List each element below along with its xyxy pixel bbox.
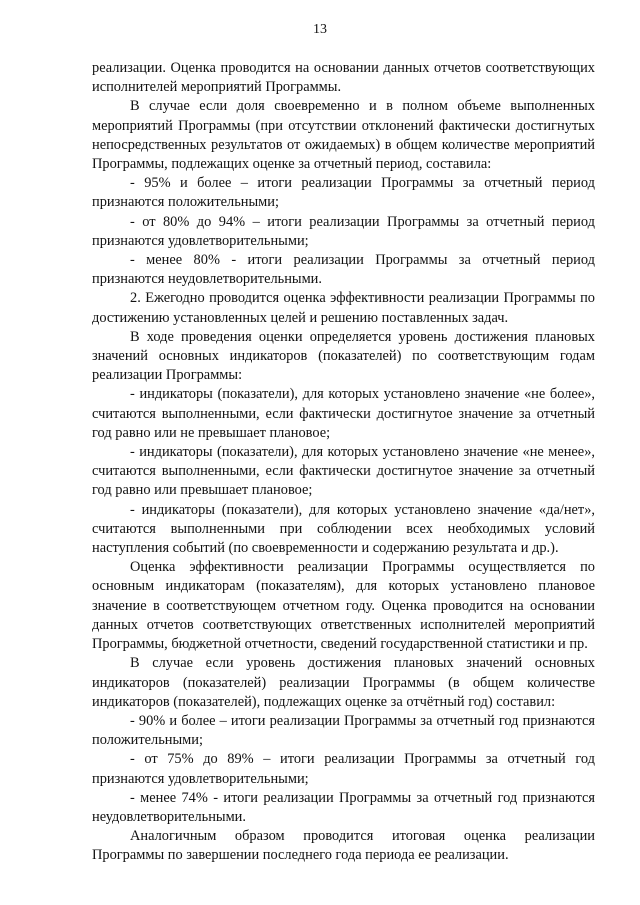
paragraph: 2. Ежегодно проводится оценка эффективности реализации Программы по достижению установленных целей и решению поставленных задач.	[92, 290, 595, 326]
paragraph: Аналогичным образом проводится итоговая оценка реализации Программы по завершении последнего года периода ее реализации.	[92, 828, 595, 864]
paragraph: - индикаторы (показатели), для которых установлено значение «не менее», считаются выполненными, если фактически достигнутое значение за отчетный год равно или превышает плановое;	[92, 444, 595, 499]
paragraph: - 90% и более – итоги реализации Программы за отчетный год признаются положительными;	[92, 712, 595, 749]
document-body	[92, 59, 595, 866]
paragraph: - индикаторы (показатели), для которых установлено значение «не более», считаются выполненными, если фактически достигнутое значение за отчетный год равно или не превышает плановое;	[92, 386, 595, 441]
paragraph: - 95% и более – итоги реализации Программы за отчетный период признаются положительными;	[92, 175, 595, 211]
paragraph: В ходе проведения оценки определяется уровень достижения плановых значений основных индикаторов (показателей) по соответствующим годам реализации Программы:	[92, 328, 595, 384]
paragraph: - от 75% до 89% – итоги реализации Программы за отчетный год признаются удовлетворительными;	[92, 751, 595, 787]
page-number: 13	[313, 22, 327, 37]
paragraph: В случае если уровень достижения плановых значений основных индикаторов (показателей) реализации Программы (в общем количестве индикаторов (показателей), подлежащих оценке за отчётный год) составил:	[92, 655, 595, 710]
paragraph: Оценка эффективности реализации Программы осуществляется по основным индикаторам (показателям), для которых установлено плановое значение в соответствующем отчетном году. Оценка проводится на основании данных отчетов соответствующих ответственных исполнителей мероприятий Программы, бюджетной отчетности, сведений государственной статистики и пр.	[92, 559, 595, 653]
paragraph: - индикаторы (показатели), для которых установлено значение «да/нет», считаются выполненными при соблюдении всех необходимых условий наступления событий (по своевременности и содержанию результата и др.).	[92, 501, 595, 557]
paragraph: В случае если доля своевременно и в полном объеме выполненных мероприятий Программы (при отсутствии отклонений фактически достигнутых непосредственных результатов от ожидаемых) в общем количестве мероприятий Программы, подлежащих оценке за отчетный период, составила:	[92, 98, 595, 173]
paragraph: реализации. Оценка проводится на основании данных отчетов соответствующих исполнителей мероприятий Программы.	[92, 60, 595, 96]
paragraph: - менее 80% - итоги реализации Программы за отчетный период признаются неудовлетворительными.	[92, 252, 595, 288]
paragraph: - менее 74% - итоги реализации Программы за отчетный год признаются неудовлетворительными.	[92, 789, 595, 825]
paragraph: - от 80% до 94% – итоги реализации Программы за отчетный период признаются удовлетворительными;	[92, 213, 595, 249]
